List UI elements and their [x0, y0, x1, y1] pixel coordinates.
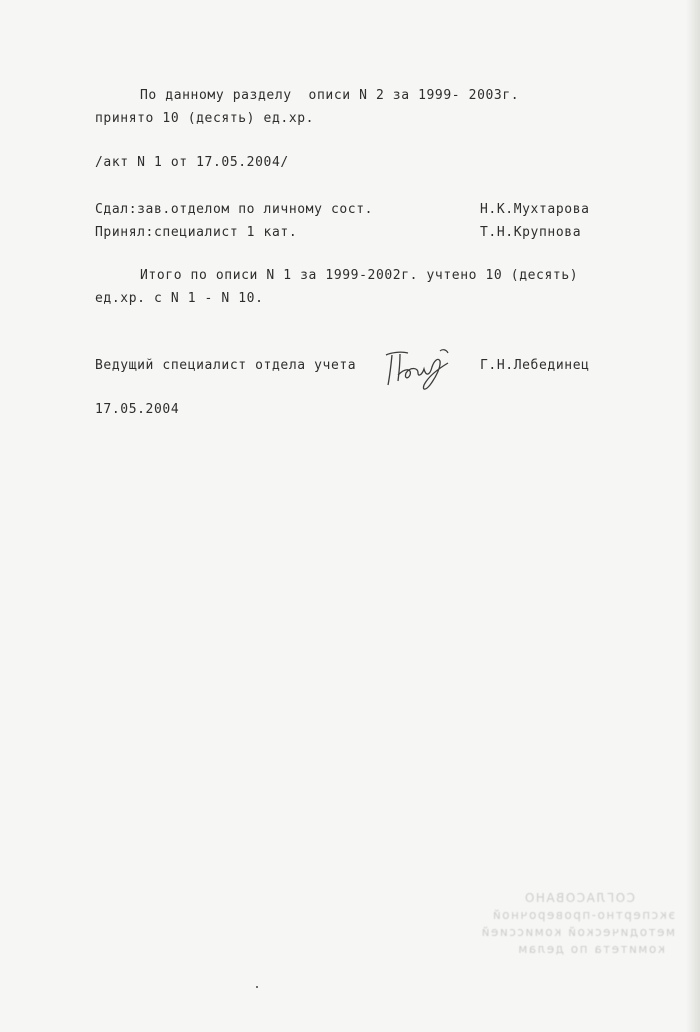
signer-name: Г.Н.Лебединец — [480, 358, 590, 373]
bleed-through-stamp — [455, 890, 695, 990]
paper-speck — [256, 986, 258, 988]
handed-over-label: Сдал:зав.отделом по личному сост. — [95, 202, 374, 217]
stamp-line-4: комитета по делам — [516, 942, 665, 956]
signer-title: Ведущий специалист отдела учета — [95, 358, 357, 373]
accepted-label: Принял:специалист 1 кат. — [95, 225, 298, 240]
handwritten-signature — [378, 345, 460, 397]
intro-line-2: принято 10 (десять) ед.хр. — [95, 111, 315, 126]
document-date: 17.05.2004 — [95, 402, 180, 417]
act-reference: /акт N 1 от 17.05.2004/ — [95, 155, 289, 170]
stamp-line-3: методической комиссией — [480, 925, 675, 939]
stamp-line-2: экспертно-проверочной — [491, 908, 675, 922]
intro-line-1: По данному разделу описи N 2 за 1999- 2003г. — [140, 88, 520, 103]
page-edge-shadow — [686, 0, 700, 1032]
handed-over-name: Н.К.Мухтарова — [480, 202, 590, 217]
stamp-line-1: СОГЛАСОВАНО — [523, 891, 635, 905]
total-line-1: Итого по описи N 1 за 1999-2002г. учтено 10 (десять) — [140, 268, 579, 283]
accepted-name: Т.Н.Крупнова — [480, 225, 582, 240]
total-line-2: ед.хр. с N 1 - N 10. — [95, 291, 264, 306]
